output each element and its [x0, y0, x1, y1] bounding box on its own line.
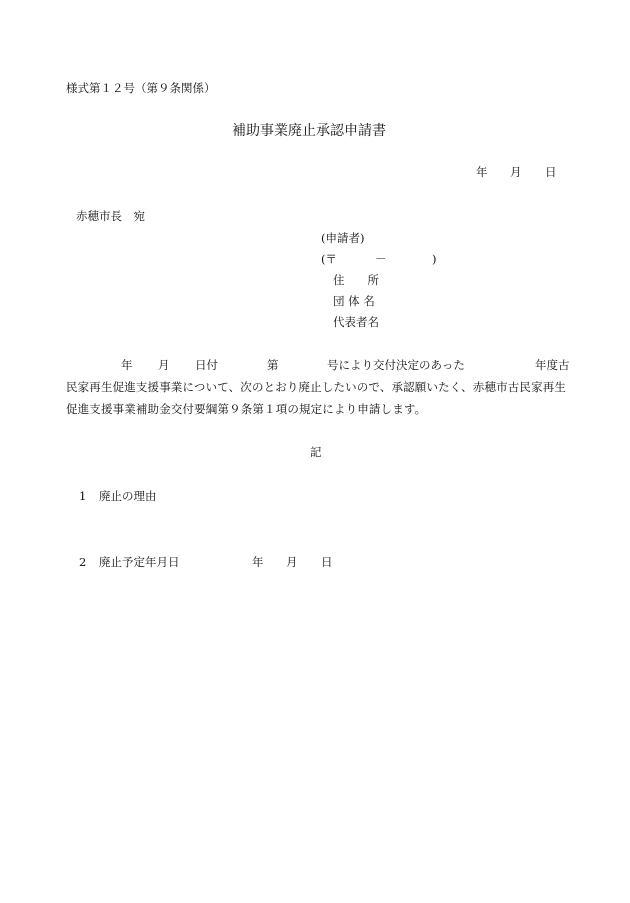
document-title: 補助事業廃止承認申請書 [232, 123, 386, 139]
addressee: 赤穂市長 宛 [76, 209, 145, 223]
body-dai: 第 [267, 358, 279, 372]
date-day: 日 [545, 165, 557, 179]
body-go-text: 号により交付決定のあった [327, 358, 465, 372]
item-label-planned-date: 廃止予定年月日 [99, 555, 180, 569]
body-date-suffix: 日付 [195, 358, 218, 372]
body-year: 年 [121, 358, 133, 372]
postal-close: ) [432, 252, 437, 266]
representative-label: 代表者名 [333, 315, 379, 329]
item2-day: 日 [321, 555, 333, 569]
ki-marker: 記 [310, 445, 322, 459]
date-year: 年 [476, 165, 488, 179]
body-line-3: 促進支援事業補助金交付要綱第９条第１項の規定により申請します。 [66, 402, 427, 416]
postal-open: (〒 [321, 252, 337, 266]
item2-month: 月 [286, 555, 298, 569]
form-number: 様式第１２号（第９条関係） [66, 81, 216, 95]
body-line-2: 民家再生促進支援事業について、次のとおり廃止したいので、承認願いたく、赤穂市古民家再生 [66, 380, 567, 394]
org-name-label: 団 体 名 [333, 294, 375, 308]
item-label-reason: 廃止の理由 [99, 489, 157, 503]
address-label: 住 所 [333, 273, 379, 287]
body-month: 月 [158, 358, 170, 372]
item-number: 2 [79, 555, 87, 569]
applicant-heading: (申請者) [321, 231, 365, 245]
postal-dash: － [375, 252, 387, 266]
item-number: 1 [79, 489, 87, 503]
body-nendo: 年度古 [535, 358, 570, 372]
item2-year: 年 [252, 555, 264, 569]
date-month: 月 [510, 165, 522, 179]
